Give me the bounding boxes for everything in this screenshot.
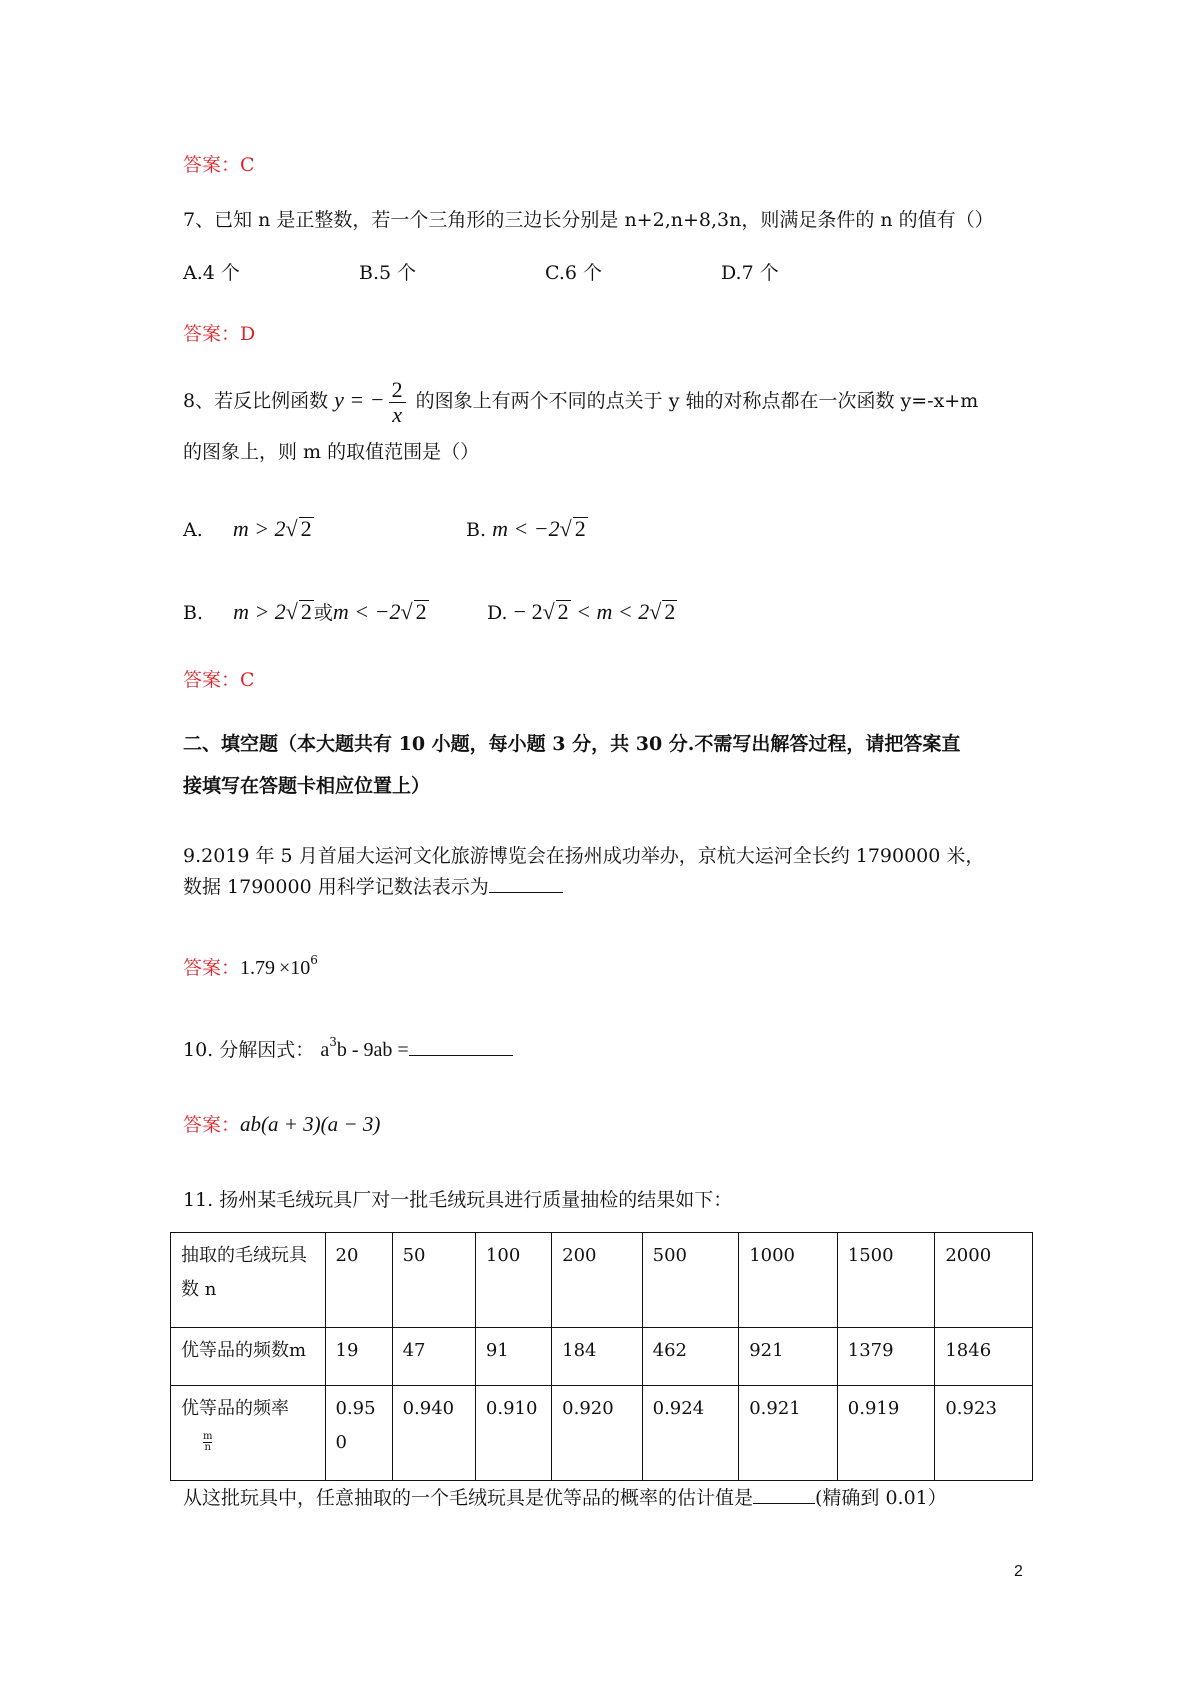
q8-option-d-root1: 2 [557,599,569,624]
table-cell: 1379 [837,1328,935,1386]
q8-function-lhs: y = − [334,387,385,412]
table-cell: 0.920 [552,1386,642,1481]
answer-q10-expr: ab(a + 3)(a − 3) [240,1112,381,1136]
table-cell: 184 [552,1328,642,1386]
table-cell: 0.950 [325,1386,392,1481]
table-cell: 921 [739,1328,838,1386]
table-cell: 1500 [837,1233,935,1328]
q7-option-d: D.7 个 [721,262,779,284]
table-row [171,1386,1033,1481]
m-over-n-fraction [203,1432,212,1453]
table-cell: 1846 [935,1328,1033,1386]
table-cell: 50 [392,1233,475,1328]
table-row-label [171,1386,326,1481]
answer-q6: 答案：C [183,154,255,176]
table-cell: 100 [475,1233,551,1328]
frequency-label: 优等品的频率 [181,1398,289,1419]
q8-option-a-expr: m > 2 [232,516,286,541]
q8-frac-num: 2 [389,378,406,403]
q8-option-d-root2: 2 [664,599,676,624]
q8-option-a: A. m > 2√ 2 [183,516,312,541]
section-2-heading-line2: 接填写在答题卡相应位置上） [183,775,431,797]
question-7-options [183,259,1083,287]
q8-option-c: B. m > 2√ 2 或m < −2√ 2 [183,599,427,624]
q8-option-c-expr2: m < −2 [332,599,401,624]
table-cell: 0.940 [392,1386,475,1481]
q11-answer-blank [753,1503,815,1504]
q8-option-d-mid: < m < 2 [570,599,650,624]
q11-footer-tail: (精确到 0.01） [815,1487,947,1509]
q8-suffix: 的图象上有两个不同的点关于 y 轴的对称点都在一次函数 y=-x+m [415,390,979,412]
q8-option-a-root: 2 [300,516,312,541]
table-cell: 462 [642,1328,739,1386]
fraction-numerator: m [203,1431,213,1442]
q10-expr-rest: b - 9ab = [336,1039,409,1061]
q8-option-c-root1: 2 [300,599,312,624]
answer-q9-label: 答案： [183,957,241,979]
table-cell: 19 [325,1328,392,1386]
q8-prefix: 8、若反比例函数 [183,390,329,412]
question-9-line1: 9.2019 年 5 月首届大运河文化旅游博览会在扬州成功举办，京杭大运河全长约 1790000 米， [183,845,985,867]
section-2-heading-line1: 二、填空题（本大题共有 10 小题，每小题 3 分，共 30 分.不需写出解答过程，请把答案直 [183,733,961,755]
answer-q9-exponent: 6 [310,953,318,967]
table-cell: 200 [552,1233,642,1328]
q10-answer-blank [409,1055,513,1056]
answer-q10 [183,1110,380,1139]
table-cell: 500 [642,1233,739,1328]
answer-q9 [183,946,318,982]
table-cell: 2000 [935,1233,1033,1328]
q9-answer-blank [489,892,563,893]
question-8-line2: 的图象上，则 m 的取值范围是（） [183,441,480,463]
q7-option-a: A.4 个 [183,262,240,284]
table-cell: 91 [475,1328,551,1386]
table-cell: 0.923 [935,1386,1033,1481]
question-9-line2 [183,873,563,901]
question-11-text: 11. 扬州某毛绒玩具厂对一批毛绒玩具进行质量抽检的结果如下： [183,1189,733,1211]
fraction-denominator: n [204,1442,211,1453]
q8-option-d-expr1: − 2 [513,599,543,624]
q8-frac-den: x [392,401,402,427]
table-row [171,1328,1033,1386]
answer-q9-times: ×10 [279,957,311,979]
q9-line2-text: 数据 1790000 用科学记数法表示为 [183,876,489,898]
table-cell: 20 [325,1233,392,1328]
q8-option-d: D. − 2√ 2 < m < 2√ 2 [487,599,676,624]
q8-option-b-label: B. [466,519,487,541]
q8-fraction [389,378,406,427]
q10-prefix: 10. 分解因式： [183,1039,315,1061]
question-8-line1 [183,370,978,431]
q7-option-c: C.6 个 [545,262,603,284]
q8-option-c-root2: 2 [415,599,427,624]
table-cell: 1000 [739,1233,838,1328]
q8-option-c-or: 或 [313,602,333,624]
q8-option-d-label: D. [487,602,508,624]
q8-option-a-label: A. [183,519,203,541]
table-row-label: 抽取的毛绒玩具数 n [171,1233,326,1328]
table-cell: 0.924 [642,1386,739,1481]
answer-q9-mantissa: 1.79 [240,957,276,979]
page-number: 2 [1014,1563,1023,1580]
q10-expr-a: a [320,1039,330,1061]
answer-q8: 答案：C [183,669,255,691]
answer-q7: 答案：D [183,323,256,345]
q8-option-c-expr1: m > 2 [233,599,286,624]
answer-q10-label: 答案： [183,1114,241,1136]
q11-footer-text: 从这批玩具中，任意抽取的一个毛绒玩具是优等品的概率的估计值是 [183,1487,754,1509]
table-cell: 0.919 [837,1386,935,1481]
quality-table [170,1232,1033,1481]
table-row [171,1233,1033,1328]
q8-option-c-label: B. [183,602,204,624]
table-cell: 47 [392,1328,475,1386]
table-cell: 0.921 [739,1386,838,1481]
question-7-text: 7、已知 n 是正整数，若一个三角形的三边长分别是 n+2,n+8,3n，则满足条件的 n 的值有（） [183,209,994,231]
q10-expr-exponent: 3 [329,1035,337,1049]
q8-option-b-root: 2 [574,516,586,541]
q8-option-b-expr: m < −2 [492,516,560,541]
q8-option-b: B. m < −2√ 2 [466,516,586,541]
question-10 [183,1028,513,1064]
table-cell: 0.910 [475,1386,551,1481]
question-11-footer [183,1484,947,1512]
table-row-label: 优等品的频数m [171,1328,326,1386]
q7-option-b: B.5 个 [359,262,417,284]
